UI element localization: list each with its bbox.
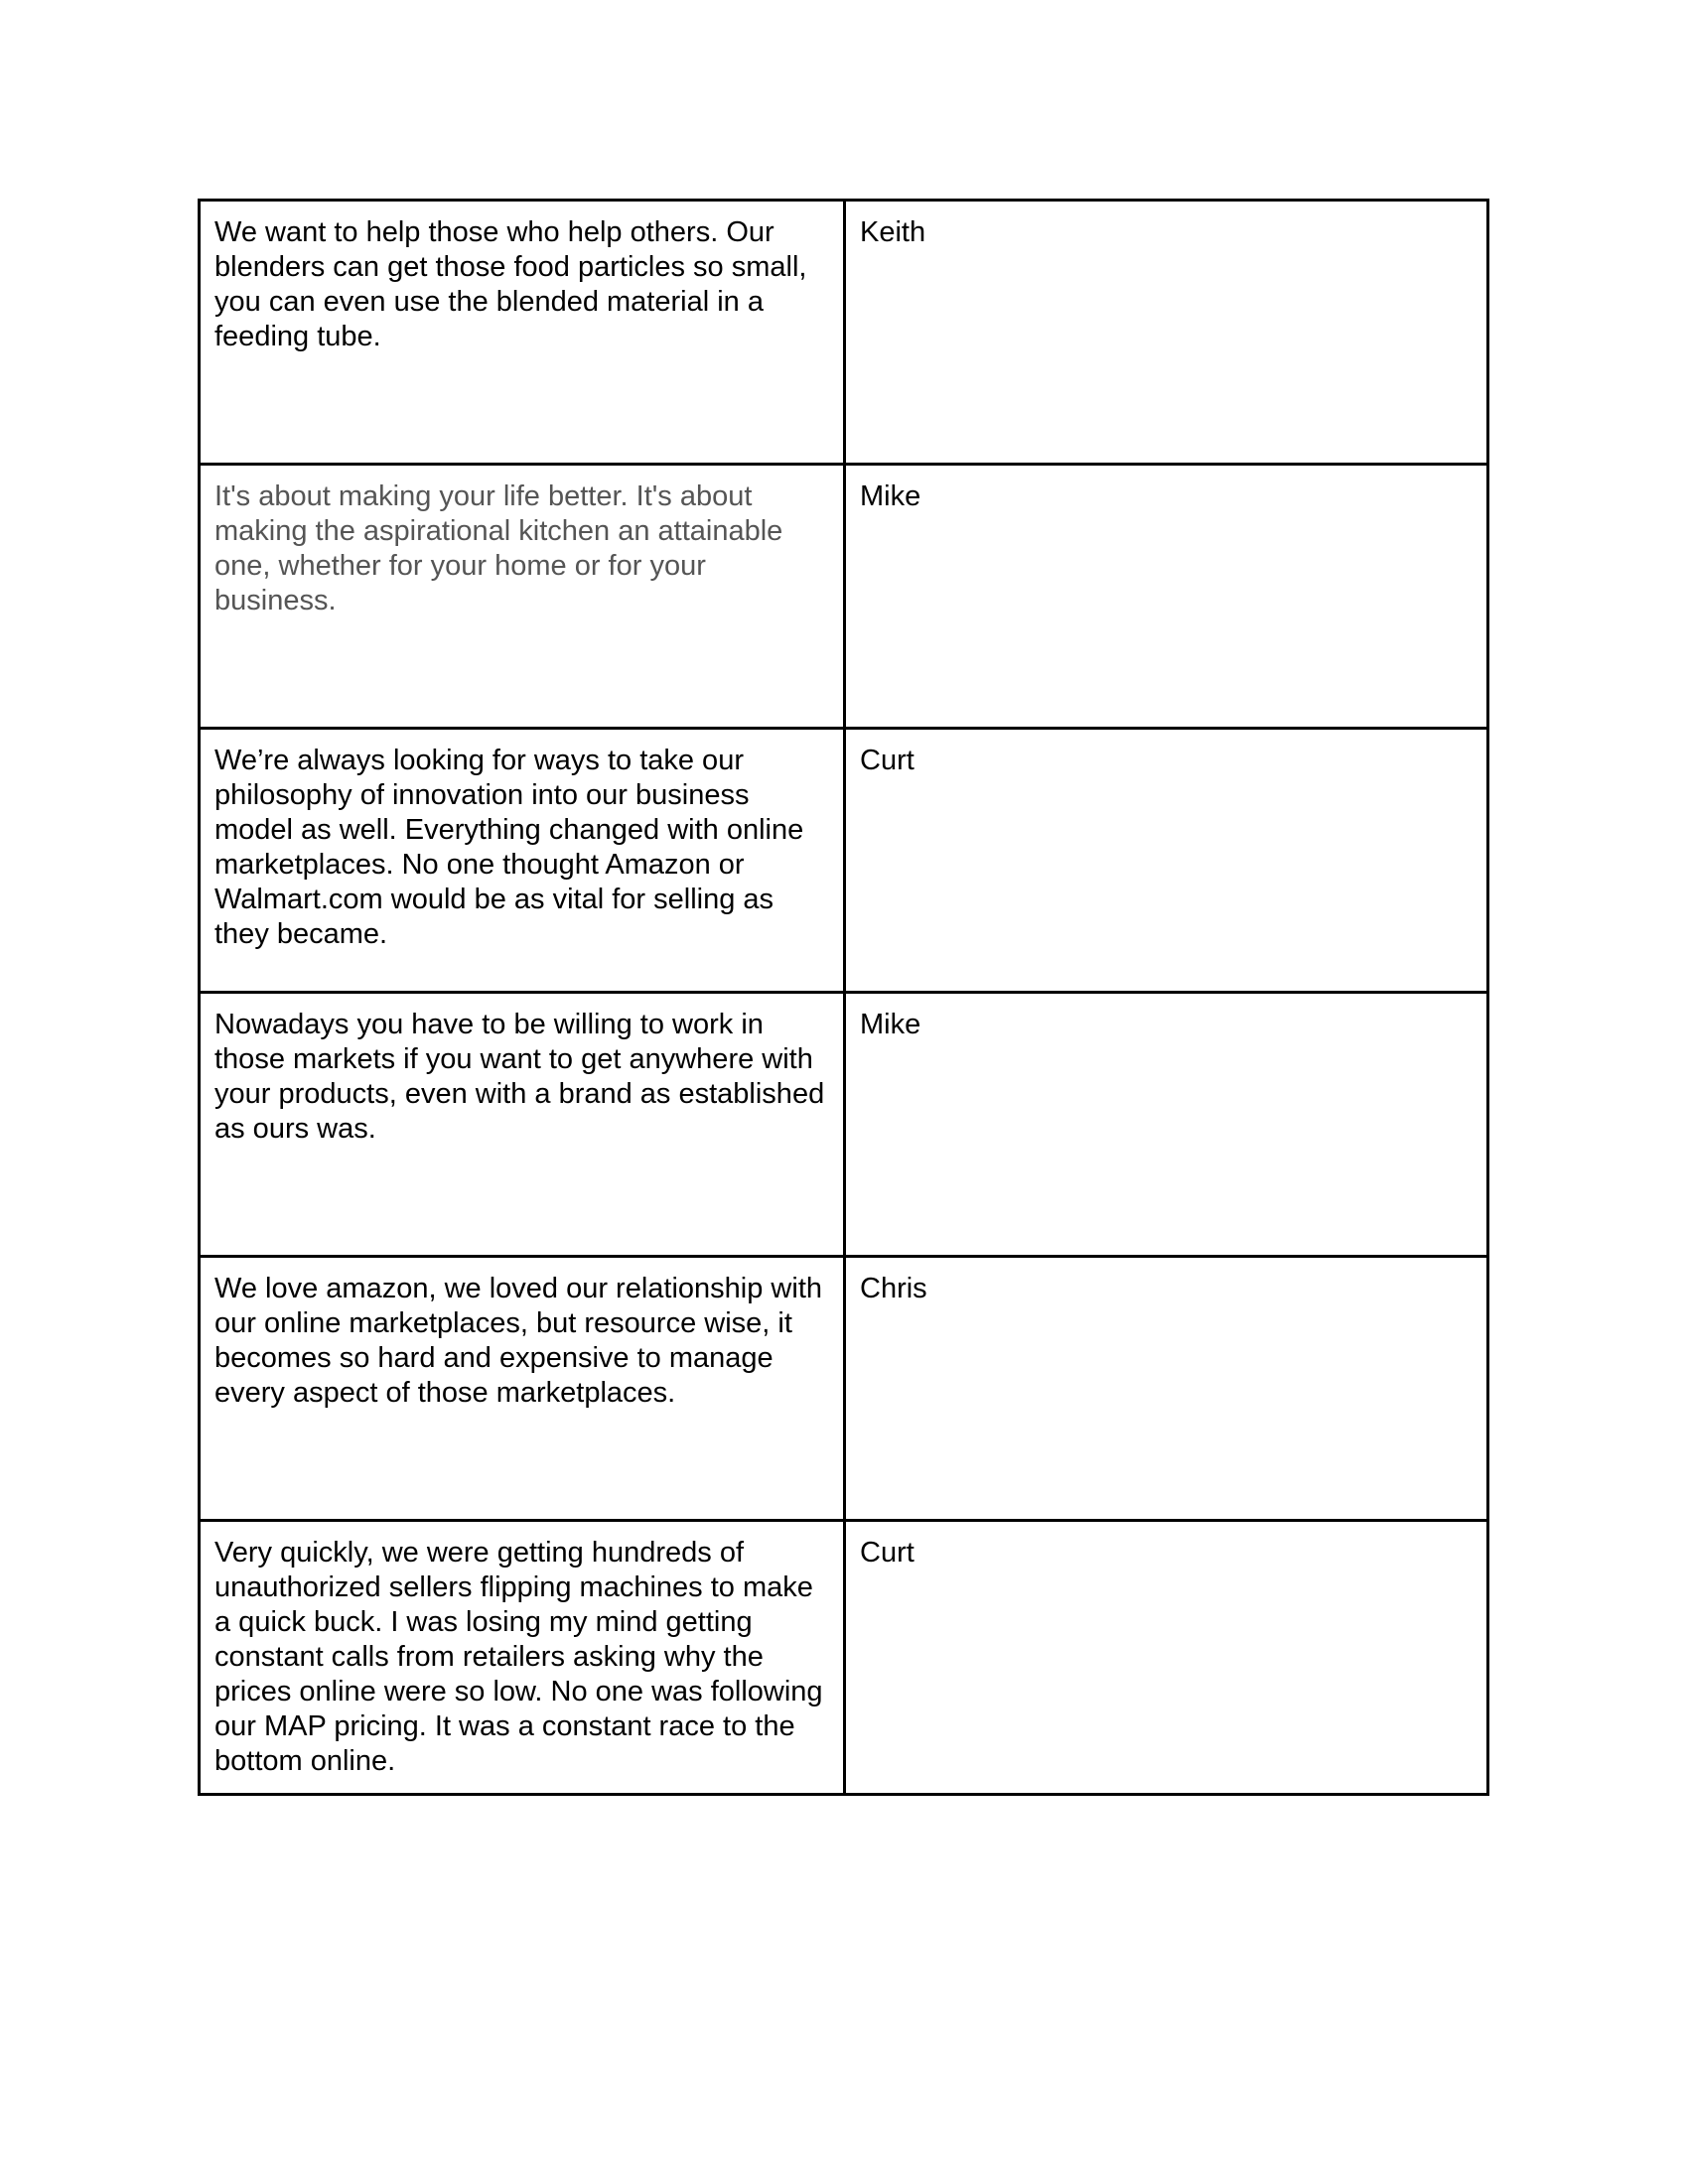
- quote-cell: Nowadays you have to be willing to work in those markets if you want to get anywhere with your products, even with a brand as established as ours was.: [200, 993, 845, 1257]
- speaker-cell: Curt: [845, 729, 1488, 993]
- table-row: [200, 465, 1488, 729]
- table-row: [200, 729, 1488, 993]
- speaker-cell: Keith: [845, 201, 1488, 465]
- quote-cell: Very quickly, we were getting hundreds of unauthorized sellers flipping machines to make a quick buck. I was losing my mind getting constant calls from retailers asking why the prices online were so low. No one was following our MAP pricing. It was a constant race to the bottom online.: [200, 1521, 845, 1795]
- quote-cell: We love amazon, we loved our relationship with our online marketplaces, but resource wise, it becomes so hard and expensive to manage every aspect of those marketplaces.: [200, 1257, 845, 1521]
- speaker-cell: Mike: [845, 993, 1488, 1257]
- table-row: [200, 1521, 1488, 1795]
- quote-cell: We’re always looking for ways to take our philosophy of innovation into our business model as well. Everything changed with online marketplaces. No one thought Amazon or Walmart.com would be as vital for selling as they became.: [200, 729, 845, 993]
- table-row: [200, 201, 1488, 465]
- quote-cell: We want to help those who help others. Our blenders can get those food particles so small, you can even use the blended material in a feeding tube.: [200, 201, 845, 465]
- quotes-table: [198, 199, 1489, 1796]
- speaker-cell: Chris: [845, 1257, 1488, 1521]
- speaker-cell: Curt: [845, 1521, 1488, 1795]
- table-row: [200, 993, 1488, 1257]
- speaker-cell: Mike: [845, 465, 1488, 729]
- table-row: [200, 1257, 1488, 1521]
- quote-cell: It's about making your life better. It's about making the aspirational kitchen an attainable one, whether for your home or for your business.: [200, 465, 845, 729]
